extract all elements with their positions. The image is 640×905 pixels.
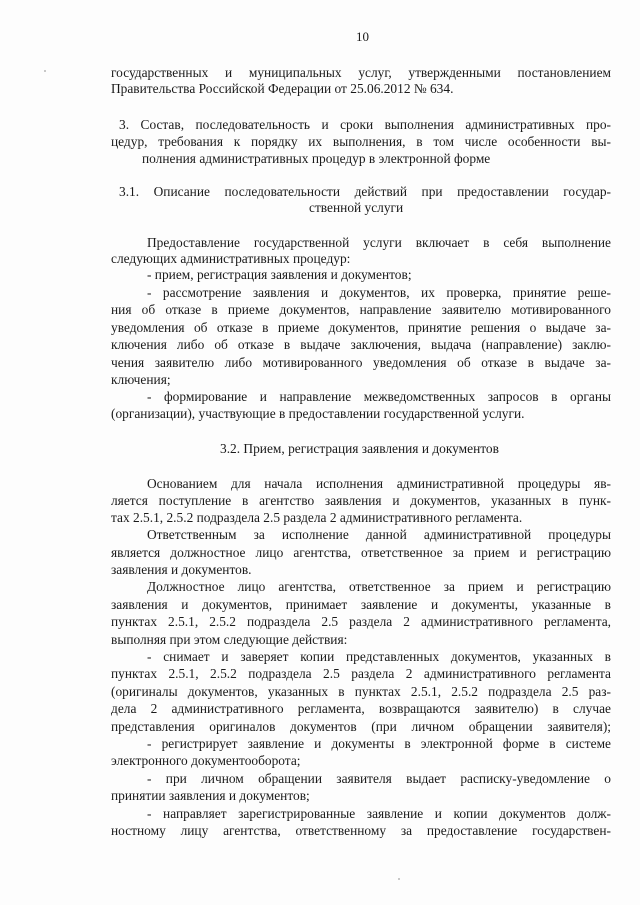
text-line: (оригиналы документов, указанных в пунктах 2.5.1, 2.5.2 подраздела 2.5 раз-: [111, 684, 611, 699]
text-line: Предоставление государственной услуги включает в себя выполнение: [147, 235, 611, 250]
subsection-heading-line: 3.1. Описание последовательности действий при предоставлении государ-: [119, 184, 611, 199]
list-item-line: - снимает и заверяет копии представленных документов, указанных в: [147, 649, 611, 664]
text-line: (организации), участвующие в предоставлении государственной услуги.: [111, 406, 525, 421]
text-line: Ответственным за исполнение данной административной процедуры: [147, 527, 611, 542]
scan-speck: [398, 878, 400, 880]
text-line: заявления и документов.: [111, 562, 252, 577]
text-line: электронного документооборота;: [111, 753, 301, 768]
text-line: ключения либо об отказе в выдаче заключения, выдача (направление) заклю-: [111, 337, 611, 352]
text-line: ностному лицу агентства, ответственному за предоставление государствен-: [111, 823, 611, 838]
text-line: Должностное лицо агентства, ответственное за прием и регистрацию: [147, 579, 611, 594]
text-line: ляется поступление в агентство заявления и документов, указанных в пунк-: [111, 493, 611, 508]
text-line: уведомления об отказе в приеме документов, принятие решения о выдаче за-: [111, 320, 611, 335]
text-line: чения заявителю либо мотивированного уведомления об отказе в выдаче за-: [111, 355, 611, 370]
text-line: принятии заявления и документов;: [111, 788, 310, 803]
section-heading-line: цедур, требования к порядку их выполнения, в том числе особенности вы-: [111, 134, 611, 149]
text-line: пунктах 2.5.1, 2.5.2 подраздела 2.5 раздела 2 административного регламента: [111, 666, 611, 681]
text-line: дела 2 административного регламента, возвращаются заявителю) в случае: [111, 701, 611, 716]
list-item-line: - направляет зарегистрированные заявление и копии документов долж-: [147, 806, 611, 821]
text-line: представления оригиналов документов (при личном обращении заявителя);: [111, 719, 611, 734]
text-line: следующих административных процедур:: [111, 251, 351, 266]
subsection-heading-line: 3.2. Прием, регистрация заявления и документов: [220, 441, 499, 456]
text-line: государственных и муниципальных услуг, утвержденными постановлением: [111, 65, 611, 80]
section-heading-line: полнения административных процедур в электронной форме: [142, 151, 491, 166]
text-line: ключения;: [111, 372, 171, 387]
list-item-line: - при личном обращении заявителя выдает расписку-уведомление о: [147, 771, 611, 786]
page-number: 10: [356, 29, 369, 44]
list-item-line: - рассмотрение заявления и документов, их проверка, принятие реше-: [147, 285, 611, 300]
text-line: Правительства Российской Федерации от 25.06.2012 № 634.: [111, 81, 454, 96]
text-line: выполняя при этом следующие действия:: [111, 632, 348, 647]
scan-speck: [44, 70, 46, 72]
text-line: ния об отказе в приеме документов, направление заявителю мотивированного: [111, 302, 611, 317]
subsection-heading-line: ственной услуги: [309, 200, 404, 215]
section-heading-line: 3. Состав, последовательность и сроки выполнения административных про-: [119, 117, 611, 132]
text-line: тах 2.5.1, 2.5.2 подраздела 2.5 раздела 2 административного регламента.: [111, 510, 523, 525]
list-item-line: - формирование и направление межведомственных запросов в органы: [147, 389, 611, 404]
text-line: Основанием для начала исполнения административной процедуры яв-: [147, 476, 611, 491]
text-line: является должностное лицо агентства, ответственное за прием и регистрацию: [111, 545, 611, 560]
text-line: заявления и документов, принимает заявление и документы, указанные в: [111, 597, 611, 612]
list-item-line: - прием, регистрация заявления и документов;: [147, 267, 412, 282]
text-line: пунктах 2.5.1, 2.5.2 подраздела 2.5 раздела 2 административного регламента,: [111, 614, 611, 629]
list-item-line: - регистрирует заявление и документы в электронной форме в системе: [147, 736, 611, 751]
